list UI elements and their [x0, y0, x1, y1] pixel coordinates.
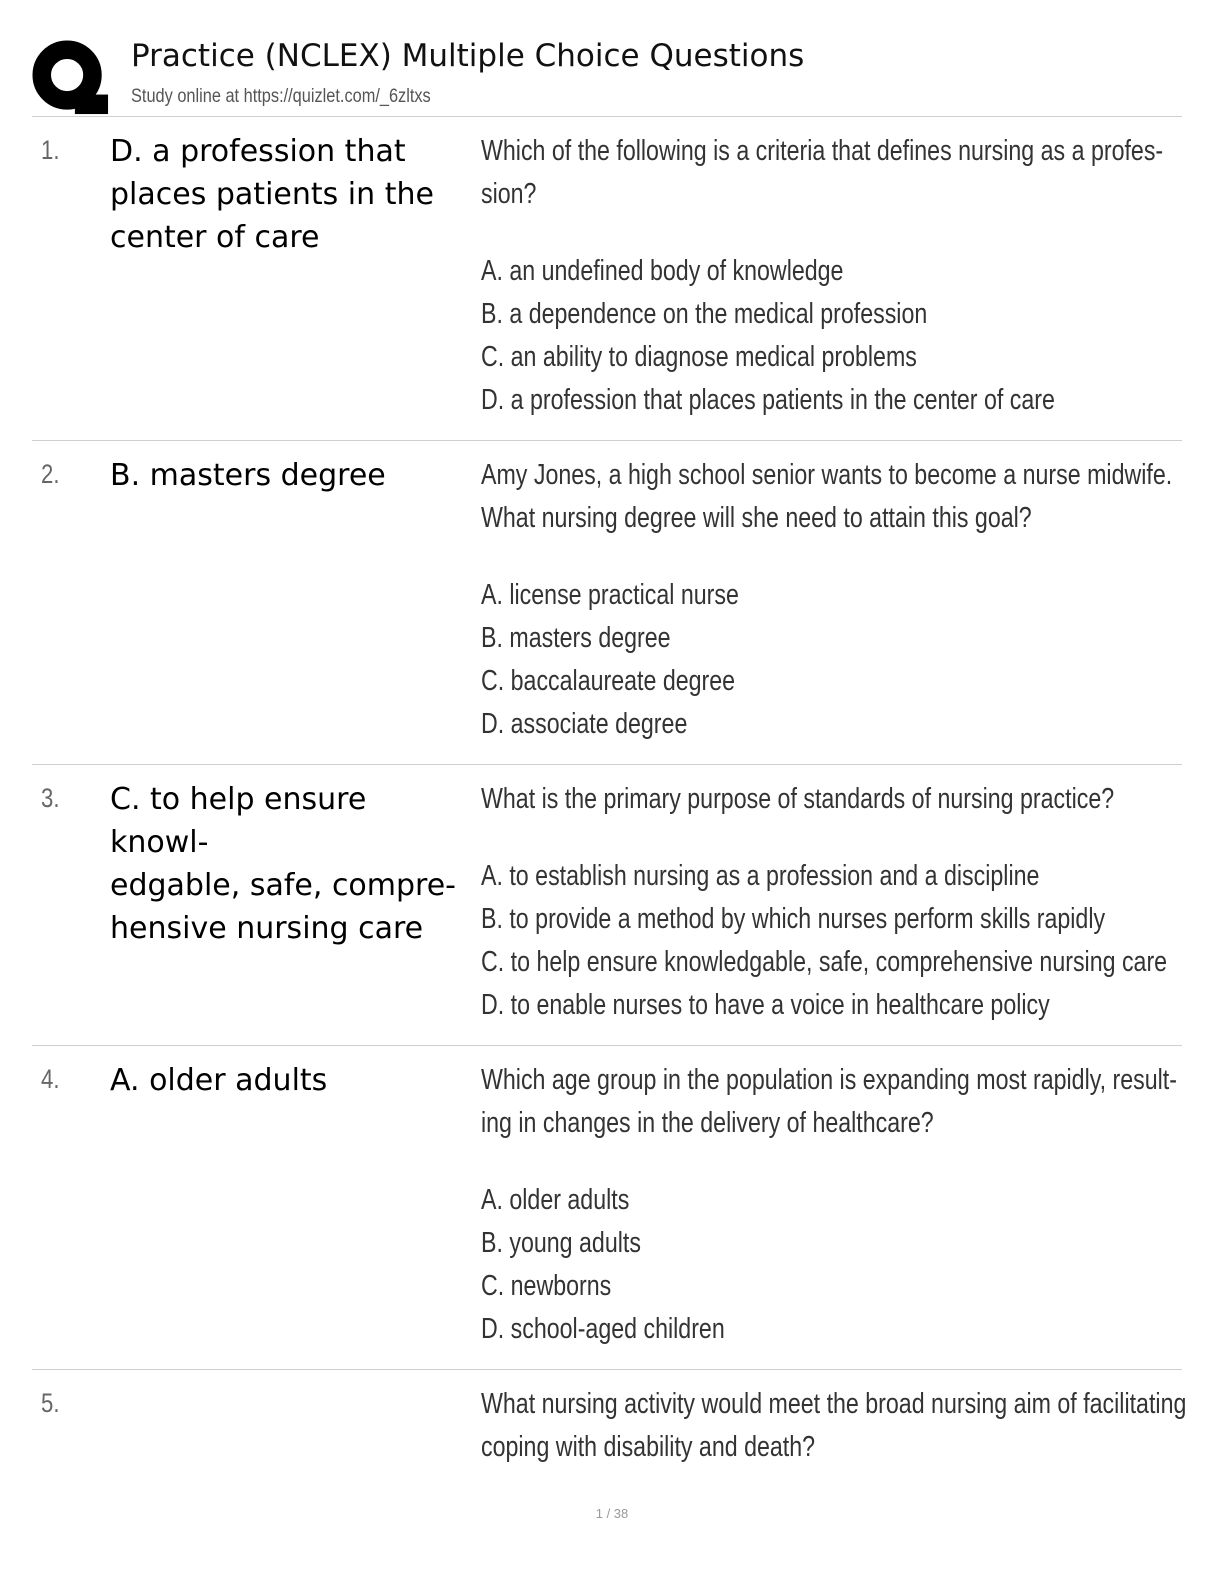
card-number: 1.: [41, 135, 60, 165]
question-line: What nursing activity would meet the broad nursing aim of facilitating: [481, 1388, 1187, 1420]
card-number: 5.: [41, 1388, 60, 1418]
option-line: B. to provide a method by which nurses perform skills rapidly: [481, 903, 1106, 935]
answer-line: B. masters degree: [110, 458, 386, 493]
answer-line: hensive nursing care: [110, 911, 424, 946]
option-line: A. older adults: [481, 1184, 630, 1216]
question-line: coping with disability and death?: [481, 1431, 816, 1463]
study-online-link[interactable]: Study online at https://quizlet.com/_6zltxs: [131, 86, 431, 107]
card-question: [481, 1383, 1187, 1469]
divider: [32, 764, 1182, 765]
card-question: [481, 1059, 1177, 1351]
divider: [32, 1045, 1182, 1046]
option-line: D. associate degree: [481, 708, 688, 740]
card-number: 2.: [41, 459, 60, 489]
option-line: C. to help ensure knowledgable, safe, comprehensive nursing care: [481, 946, 1168, 978]
answer-line: C. to help ensure knowl-: [110, 782, 367, 860]
option-line: C. an ability to diagnose medical problems: [481, 341, 917, 373]
question-line: What is the primary purpose of standards of nursing practice?: [481, 783, 1115, 815]
divider: [32, 440, 1182, 441]
question-line: ing in changes in the delivery of healthcare?: [481, 1107, 934, 1139]
question-line: Which of the following is a criteria that defines nursing as a profes-: [481, 135, 1164, 167]
divider: [32, 1369, 1182, 1370]
option-line: B. a dependence on the medical profession: [481, 298, 928, 330]
option-line: A. to establish nursing as a profession and a discipline: [481, 860, 1040, 892]
answer-line: A. older adults: [110, 1063, 328, 1098]
option-line: B. young adults: [481, 1227, 641, 1259]
option-line: B. masters degree: [481, 622, 671, 654]
card-answer: [110, 130, 472, 259]
option-line: D. to enable nurses to have a voice in healthcare policy: [481, 989, 1050, 1021]
question-line: Amy Jones, a high school senior wants to become a nurse midwife.: [481, 459, 1173, 491]
question-line: What nursing degree will she need to attain this goal?: [481, 502, 1032, 534]
answer-line: places patients in the: [110, 177, 434, 212]
quizlet-logo-icon: [32, 38, 110, 116]
option-line: A. license practical nurse: [481, 579, 739, 611]
option-line: C. baccalaureate degree: [481, 665, 736, 697]
page-title: Practice (NCLEX) Multiple Choice Questions: [131, 38, 805, 74]
answer-line: edgable, safe, compre-: [110, 868, 457, 903]
page-counter: 1 / 38: [595, 1506, 629, 1521]
option-line: D. a profession that places patients in the center of care: [481, 384, 1055, 416]
option-line: D. school-aged children: [481, 1313, 725, 1345]
card-question: [481, 454, 1171, 746]
card-answer: [110, 778, 472, 950]
answer-line: center of care: [110, 220, 320, 255]
card-answer: [110, 1059, 472, 1102]
page-header: [32, 32, 1182, 116]
card-answer: [110, 454, 472, 497]
question-line: Which age group in the population is expanding most rapidly, result-: [481, 1064, 1177, 1096]
card-number: 4.: [41, 1064, 60, 1094]
answer-line: D. a profession that: [110, 134, 406, 169]
option-line: A. an undefined body of knowledge: [481, 255, 844, 287]
divider: [32, 116, 1182, 117]
question-line: sion?: [481, 178, 537, 210]
card-number: 3.: [41, 783, 60, 813]
card-question: [481, 778, 1171, 1027]
option-line: C. newborns: [481, 1270, 612, 1302]
card-question: [481, 130, 1171, 422]
